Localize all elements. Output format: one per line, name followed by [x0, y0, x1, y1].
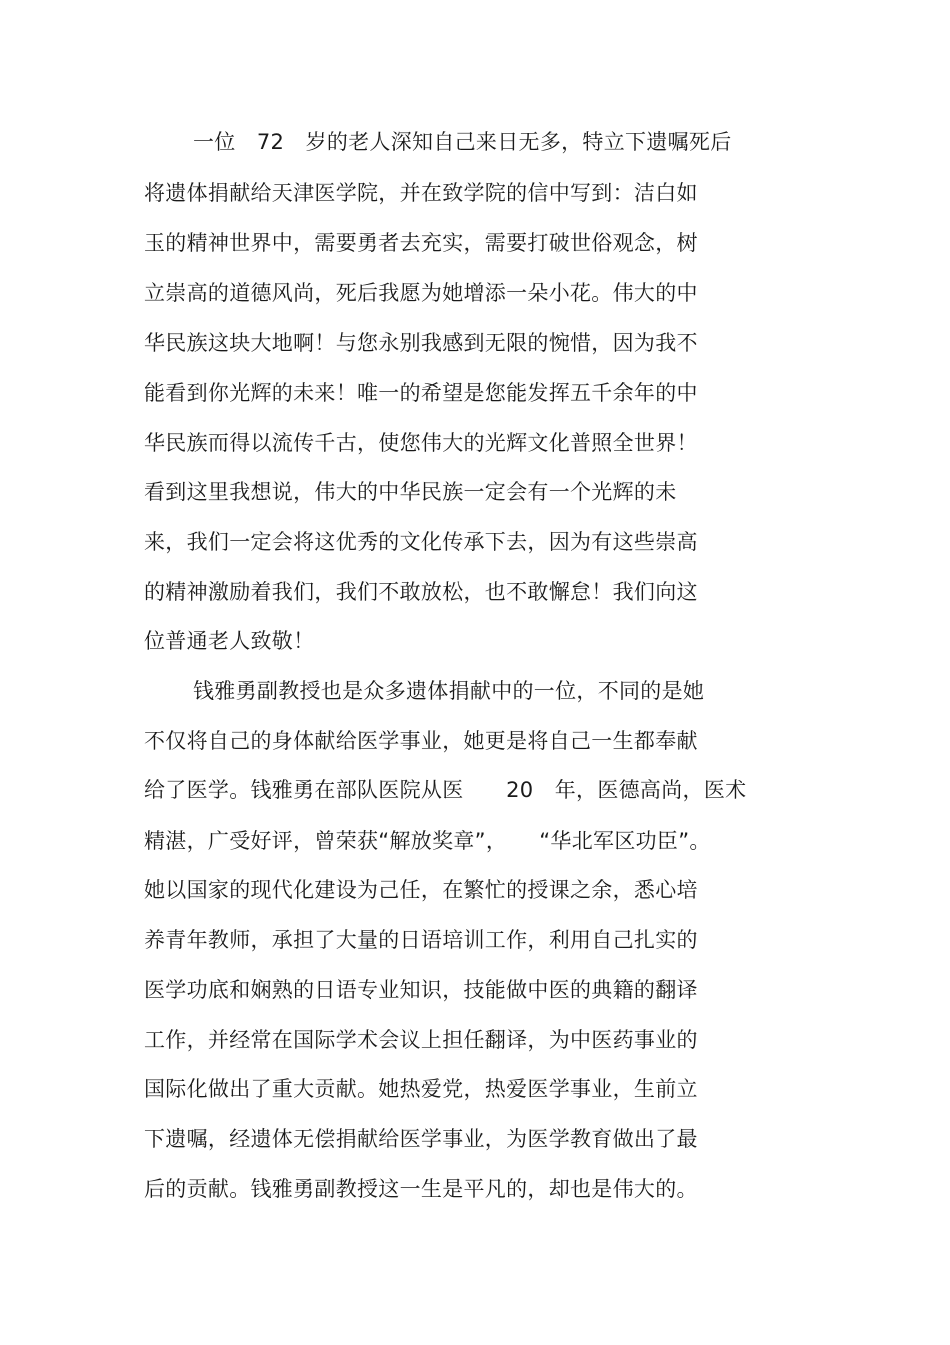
- text-line: 国际化做出了重大贡献。她热爱党，热爱医学事业，生前立: [144, 1077, 698, 1101]
- text-line: 将遗体捐献给天津医学院，并在致学院的信中写到：洁白如: [144, 181, 698, 205]
- text-line: 华民族而得以流传千古，使您伟大的光辉文化普照全世界！: [144, 431, 698, 455]
- text-line: 养青年教师，承担了大量的日语培训工作，利用自己扎实的: [144, 928, 698, 952]
- text-line: 不仅将自己的身体献给医学事业，她更是将自己一生都奉献: [144, 729, 698, 753]
- text-line: 给了医学。钱雅勇在部队医院从医 20 年，医德高尚，医术: [144, 778, 747, 802]
- text-line: 位普通老人致敬！: [144, 629, 315, 653]
- text-line: 工作，并经常在国际学术会议上担任翻译，为中医药事业的: [144, 1028, 698, 1052]
- text-line: 玉的精神世界中，需要勇者去充实，需要打破世俗观念，树: [144, 231, 698, 255]
- text-line: 立崇高的道德风尚，死后我愿为她增添一朵小花。伟大的中: [144, 281, 698, 305]
- text-line: 来，我们一定会将这优秀的文化传承下去，因为有这些崇高: [144, 530, 698, 554]
- text-line: 一位 72 岁的老人深知自己来日无多，特立下遗嘱死后: [193, 130, 732, 154]
- text-line: 能看到你光辉的未来！唯一的希望是您能发挥五千余年的中: [144, 381, 698, 405]
- text-line: 华民族这块大地啊！与您永别我感到无限的惋惜，因为我不: [144, 331, 698, 355]
- text-line: 下遗嘱，经遗体无偿捐献给医学事业，为医学教育做出了最: [144, 1127, 698, 1151]
- text-line: 后的贡献。钱雅勇副教授这一生是平凡的，却也是伟大的。: [144, 1177, 698, 1201]
- text-line: 她以国家的现代化建设为己任，在繁忙的授课之余，悉心培: [144, 878, 698, 902]
- text-line: 精湛，广受好评，曾荣获“解放奖章”， “华北军区功臣”。: [144, 829, 711, 853]
- text-line: 的精神激励着我们，我们不敢放松，也不敢懈怠！我们向这: [144, 580, 698, 604]
- text-line: 钱雅勇副教授也是众多遗体捐献中的一位，不同的是她: [193, 679, 705, 703]
- text-line: 医学功底和娴熟的日语专业知识，技能做中医的典籍的翻译: [144, 978, 698, 1002]
- text-line: 看到这里我想说，伟大的中华民族一定会有一个光辉的未: [144, 480, 677, 504]
